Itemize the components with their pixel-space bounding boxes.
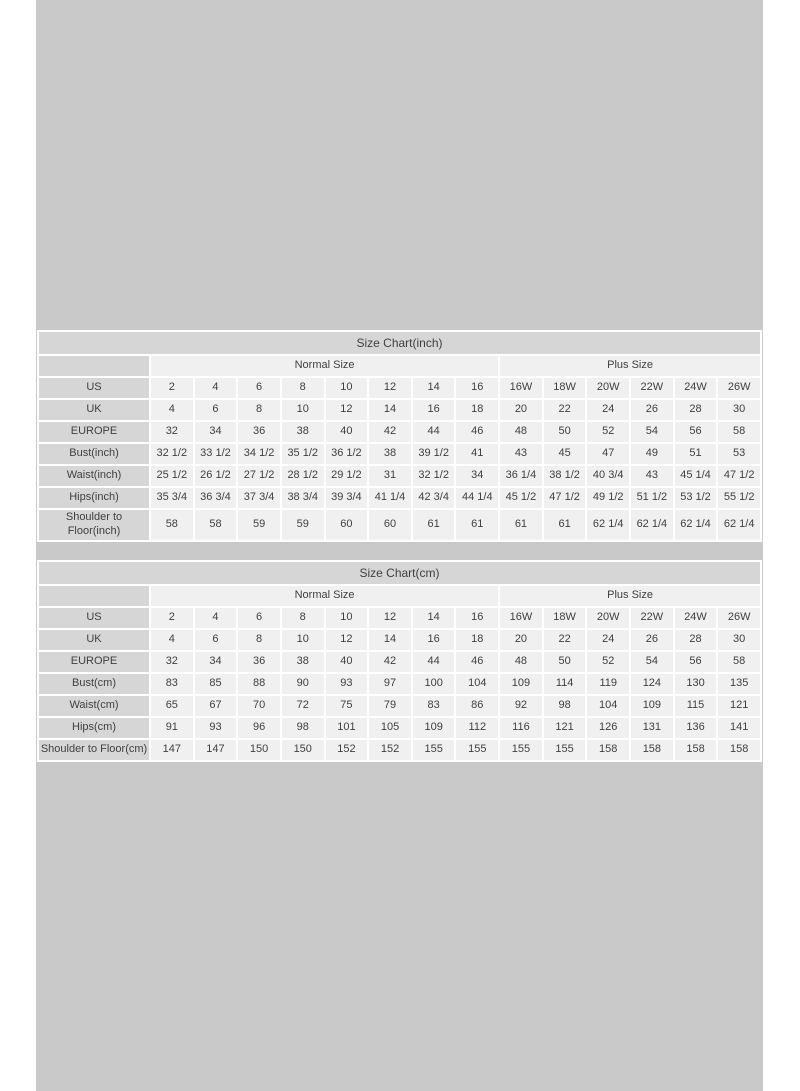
value-cell: 121 <box>718 696 760 716</box>
value-cell: 150 <box>238 740 280 760</box>
value-cell: 26 <box>631 400 673 420</box>
value-cell: 42 <box>369 652 411 672</box>
value-cell: 58 <box>195 510 237 540</box>
value-cell: 158 <box>675 740 717 760</box>
value-cell: 61 <box>544 510 586 540</box>
value-cell: 55 1/2 <box>718 488 760 508</box>
value-cell: 79 <box>369 696 411 716</box>
value-cell: 119 <box>587 674 629 694</box>
value-cell: 12 <box>369 378 411 398</box>
value-cell: 59 <box>282 510 324 540</box>
corner-cell <box>39 586 149 606</box>
value-cell: 35 1/2 <box>282 444 324 464</box>
value-cell: 53 <box>718 444 760 464</box>
value-cell: 155 <box>456 740 498 760</box>
value-cell: 31 <box>369 466 411 486</box>
value-cell: 72 <box>282 696 324 716</box>
value-cell: 34 <box>195 652 237 672</box>
value-cell: 135 <box>718 674 760 694</box>
value-cell: 41 <box>456 444 498 464</box>
value-cell: 48 <box>500 652 542 672</box>
value-cell: 39 3/4 <box>326 488 368 508</box>
value-cell: 38 <box>282 652 324 672</box>
table-title-row <box>39 332 760 354</box>
value-cell: 24W <box>675 608 717 628</box>
value-cell: 50 <box>544 422 586 442</box>
row-label: UK <box>39 400 149 420</box>
value-cell: 155 <box>413 740 455 760</box>
value-cell: 30 <box>718 630 760 650</box>
value-cell: 32 <box>151 652 193 672</box>
value-cell: 42 <box>369 422 411 442</box>
value-cell: 38 1/2 <box>544 466 586 486</box>
value-cell: 34 <box>456 466 498 486</box>
value-cell: 47 1/2 <box>718 466 760 486</box>
value-cell: 70 <box>238 696 280 716</box>
value-cell: 12 <box>369 608 411 628</box>
value-cell: 109 <box>631 696 673 716</box>
value-cell: 61 <box>456 510 498 540</box>
value-cell: 115 <box>675 696 717 716</box>
value-cell: 152 <box>326 740 368 760</box>
value-cell: 12 <box>326 630 368 650</box>
value-cell: 141 <box>718 718 760 738</box>
table-row <box>39 630 760 650</box>
column-group-row <box>39 586 760 606</box>
value-cell: 24 <box>587 400 629 420</box>
value-cell: 46 <box>456 422 498 442</box>
value-cell: 18 <box>456 400 498 420</box>
value-cell: 58 <box>151 510 193 540</box>
value-cell: 62 1/4 <box>587 510 629 540</box>
value-cell: 16 <box>456 608 498 628</box>
value-cell: 10 <box>326 378 368 398</box>
value-cell: 24W <box>675 378 717 398</box>
value-cell: 37 3/4 <box>238 488 280 508</box>
value-cell: 27 1/2 <box>238 466 280 486</box>
value-cell: 91 <box>151 718 193 738</box>
value-cell: 16 <box>456 378 498 398</box>
table-row <box>39 652 760 672</box>
value-cell: 100 <box>413 674 455 694</box>
value-cell: 18W <box>544 378 586 398</box>
value-cell: 16 <box>413 630 455 650</box>
value-cell: 54 <box>631 422 673 442</box>
value-cell: 60 <box>326 510 368 540</box>
value-cell: 158 <box>718 740 760 760</box>
value-cell: 45 1/2 <box>500 488 542 508</box>
value-cell: 65 <box>151 696 193 716</box>
value-cell: 51 1/2 <box>631 488 673 508</box>
value-cell: 28 1/2 <box>282 466 324 486</box>
table-row <box>39 378 760 398</box>
value-cell: 20 <box>500 400 542 420</box>
value-cell: 6 <box>195 630 237 650</box>
value-cell: 59 <box>238 510 280 540</box>
value-cell: 28 <box>675 630 717 650</box>
value-cell: 131 <box>631 718 673 738</box>
value-cell: 16 <box>413 400 455 420</box>
value-cell: 18W <box>544 608 586 628</box>
value-cell: 96 <box>238 718 280 738</box>
value-cell: 93 <box>326 674 368 694</box>
value-cell: 51 <box>675 444 717 464</box>
table-row <box>39 400 760 420</box>
value-cell: 42 3/4 <box>413 488 455 508</box>
value-cell: 58 <box>718 652 760 672</box>
value-cell: 34 1/2 <box>238 444 280 464</box>
row-label: Bust(inch) <box>39 444 149 464</box>
value-cell: 147 <box>195 740 237 760</box>
table-row <box>39 422 760 442</box>
value-cell: 50 <box>544 652 586 672</box>
column-group-header: Plus Size <box>500 356 760 376</box>
value-cell: 60 <box>369 510 411 540</box>
value-cell: 44 1/4 <box>456 488 498 508</box>
value-cell: 52 <box>587 422 629 442</box>
value-cell: 49 1/2 <box>587 488 629 508</box>
value-cell: 52 <box>587 652 629 672</box>
value-cell: 32 1/2 <box>413 466 455 486</box>
value-cell: 47 1/2 <box>544 488 586 508</box>
value-cell: 98 <box>544 696 586 716</box>
value-cell: 98 <box>282 718 324 738</box>
value-cell: 4 <box>195 608 237 628</box>
row-label: EUROPE <box>39 652 149 672</box>
value-cell: 40 3/4 <box>587 466 629 486</box>
value-cell: 121 <box>544 718 586 738</box>
value-cell: 36 1/4 <box>500 466 542 486</box>
product-image-gray-background <box>36 0 763 1091</box>
row-label: Hips(cm) <box>39 718 149 738</box>
value-cell: 116 <box>500 718 542 738</box>
value-cell: 12 <box>326 400 368 420</box>
value-cell: 67 <box>195 696 237 716</box>
value-cell: 104 <box>587 696 629 716</box>
value-cell: 2 <box>151 378 193 398</box>
table-title-row <box>39 562 760 584</box>
table-row <box>39 696 760 716</box>
value-cell: 147 <box>151 740 193 760</box>
value-cell: 93 <box>195 718 237 738</box>
column-group-header: Plus Size <box>500 586 760 606</box>
value-cell: 4 <box>151 400 193 420</box>
value-cell: 109 <box>500 674 542 694</box>
table-row <box>39 608 760 628</box>
value-cell: 22 <box>544 400 586 420</box>
value-cell: 104 <box>456 674 498 694</box>
value-cell: 61 <box>413 510 455 540</box>
value-cell: 61 <box>500 510 542 540</box>
value-cell: 4 <box>151 630 193 650</box>
value-cell: 36 <box>238 652 280 672</box>
value-cell: 101 <box>326 718 368 738</box>
value-cell: 8 <box>238 400 280 420</box>
value-cell: 150 <box>282 740 324 760</box>
value-cell: 14 <box>413 608 455 628</box>
value-cell: 38 3/4 <box>282 488 324 508</box>
value-cell: 114 <box>544 674 586 694</box>
value-cell: 130 <box>675 674 717 694</box>
value-cell: 22W <box>631 608 673 628</box>
value-cell: 62 1/4 <box>675 510 717 540</box>
size-chart-cm-table <box>37 560 762 762</box>
value-cell: 109 <box>413 718 455 738</box>
value-cell: 75 <box>326 696 368 716</box>
size-chart-inch-table <box>37 330 762 542</box>
value-cell: 4 <box>195 378 237 398</box>
row-label: US <box>39 608 149 628</box>
value-cell: 85 <box>195 674 237 694</box>
table-title: Size Chart(cm) <box>39 562 760 584</box>
value-cell: 86 <box>456 696 498 716</box>
value-cell: 16W <box>500 378 542 398</box>
value-cell: 45 1/4 <box>675 466 717 486</box>
table-row <box>39 718 760 738</box>
value-cell: 35 3/4 <box>151 488 193 508</box>
value-cell: 38 <box>369 444 411 464</box>
value-cell: 56 <box>675 422 717 442</box>
value-cell: 33 1/2 <box>195 444 237 464</box>
value-cell: 112 <box>456 718 498 738</box>
value-cell: 14 <box>369 400 411 420</box>
value-cell: 152 <box>369 740 411 760</box>
value-cell: 53 1/2 <box>675 488 717 508</box>
value-cell: 29 1/2 <box>326 466 368 486</box>
value-cell: 83 <box>151 674 193 694</box>
value-cell: 158 <box>631 740 673 760</box>
value-cell: 158 <box>587 740 629 760</box>
row-label: Shoulder to Floor(cm) <box>39 740 149 760</box>
value-cell: 10 <box>282 630 324 650</box>
value-cell: 20W <box>587 608 629 628</box>
value-cell: 16W <box>500 608 542 628</box>
value-cell: 32 1/2 <box>151 444 193 464</box>
value-cell: 38 <box>282 422 324 442</box>
value-cell: 54 <box>631 652 673 672</box>
value-cell: 62 1/4 <box>631 510 673 540</box>
value-cell: 44 <box>413 652 455 672</box>
table-row <box>39 510 760 540</box>
value-cell: 8 <box>238 630 280 650</box>
value-cell: 97 <box>369 674 411 694</box>
value-cell: 90 <box>282 674 324 694</box>
value-cell: 26 1/2 <box>195 466 237 486</box>
value-cell: 20W <box>587 378 629 398</box>
value-cell: 10 <box>282 400 324 420</box>
value-cell: 6 <box>195 400 237 420</box>
value-cell: 155 <box>500 740 542 760</box>
value-cell: 56 <box>675 652 717 672</box>
row-label: Shoulder to Floor(inch) <box>39 510 149 540</box>
value-cell: 58 <box>718 422 760 442</box>
row-label: Waist(inch) <box>39 466 149 486</box>
value-cell: 44 <box>413 422 455 442</box>
table-row <box>39 444 760 464</box>
value-cell: 40 <box>326 422 368 442</box>
value-cell: 24 <box>587 630 629 650</box>
corner-cell <box>39 356 149 376</box>
value-cell: 8 <box>282 608 324 628</box>
value-cell: 92 <box>500 696 542 716</box>
value-cell: 40 <box>326 652 368 672</box>
value-cell: 126 <box>587 718 629 738</box>
value-cell: 30 <box>718 400 760 420</box>
table-row <box>39 466 760 486</box>
value-cell: 41 1/4 <box>369 488 411 508</box>
row-label: US <box>39 378 149 398</box>
row-label: Bust(cm) <box>39 674 149 694</box>
value-cell: 34 <box>195 422 237 442</box>
value-cell: 20 <box>500 630 542 650</box>
value-cell: 2 <box>151 608 193 628</box>
value-cell: 36 3/4 <box>195 488 237 508</box>
value-cell: 45 <box>544 444 586 464</box>
value-cell: 32 <box>151 422 193 442</box>
table-row <box>39 740 760 760</box>
value-cell: 18 <box>456 630 498 650</box>
row-label: UK <box>39 630 149 650</box>
value-cell: 26W <box>718 608 760 628</box>
value-cell: 22W <box>631 378 673 398</box>
table-row <box>39 674 760 694</box>
value-cell: 25 1/2 <box>151 466 193 486</box>
value-cell: 26W <box>718 378 760 398</box>
value-cell: 28 <box>675 400 717 420</box>
value-cell: 124 <box>631 674 673 694</box>
value-cell: 83 <box>413 696 455 716</box>
value-cell: 88 <box>238 674 280 694</box>
value-cell: 48 <box>500 422 542 442</box>
value-cell: 36 <box>238 422 280 442</box>
value-cell: 43 <box>631 466 673 486</box>
value-cell: 6 <box>238 608 280 628</box>
value-cell: 36 1/2 <box>326 444 368 464</box>
value-cell: 47 <box>587 444 629 464</box>
table-row <box>39 488 760 508</box>
value-cell: 10 <box>326 608 368 628</box>
column-group-header: Normal Size <box>151 356 498 376</box>
value-cell: 62 1/4 <box>718 510 760 540</box>
value-cell: 105 <box>369 718 411 738</box>
value-cell: 155 <box>544 740 586 760</box>
value-cell: 8 <box>282 378 324 398</box>
table-title: Size Chart(inch) <box>39 332 760 354</box>
value-cell: 6 <box>238 378 280 398</box>
value-cell: 49 <box>631 444 673 464</box>
value-cell: 14 <box>369 630 411 650</box>
value-cell: 136 <box>675 718 717 738</box>
value-cell: 14 <box>413 378 455 398</box>
column-group-row <box>39 356 760 376</box>
row-label: EUROPE <box>39 422 149 442</box>
row-label: Waist(cm) <box>39 696 149 716</box>
value-cell: 39 1/2 <box>413 444 455 464</box>
row-label: Hips(inch) <box>39 488 149 508</box>
value-cell: 26 <box>631 630 673 650</box>
value-cell: 43 <box>500 444 542 464</box>
column-group-header: Normal Size <box>151 586 498 606</box>
value-cell: 46 <box>456 652 498 672</box>
value-cell: 22 <box>544 630 586 650</box>
